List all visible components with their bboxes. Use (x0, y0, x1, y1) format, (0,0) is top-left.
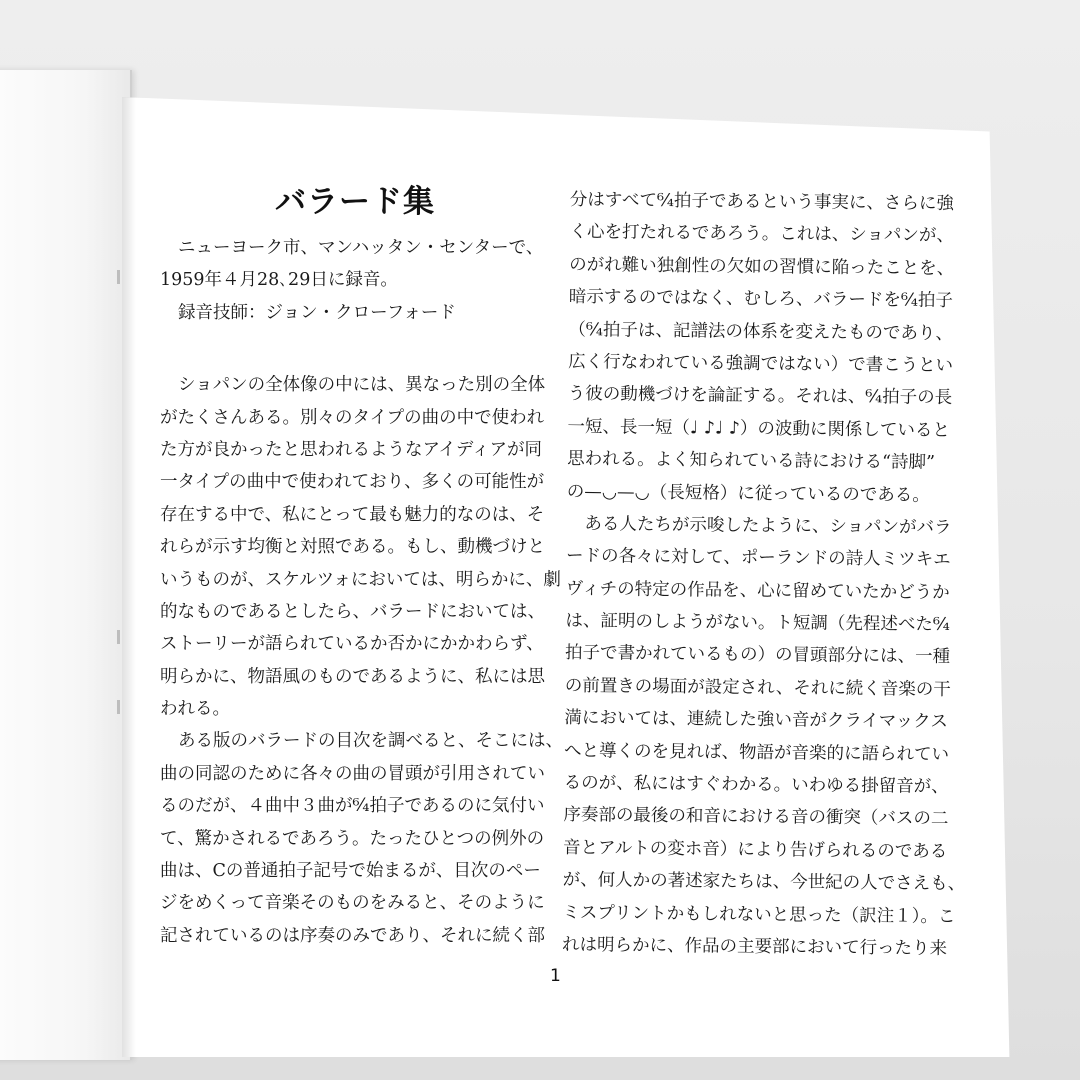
text-line: へと導くのを見れば、物語が音楽的に語られてい (563, 740, 950, 765)
recording-date-line: 1959年４月28､29日に録音。 (160, 270, 398, 291)
text-line: は、証明のしようがない。ト短調（先程述べた⁶⁄₄ (565, 611, 950, 636)
facing-page-edge (0, 70, 132, 1060)
text-line: 曲の同認のために各々の曲の冒頭が引用されてい (160, 763, 545, 784)
recording-engineer-line: 録音技師：ジョン・クローフォード (178, 302, 456, 323)
text-line: ミスプリントかもしれないと思った（訳注１）。こ (562, 902, 956, 927)
text-line: ードの各々に対して、ポーランドの詩人ミツキエ (565, 546, 951, 571)
text-line: るのだが、４曲中３曲が⁶⁄₄拍子であるのに気付い (160, 796, 545, 817)
text-line: 曲は、Cの普通拍子記号で始まるが、目次のペー (160, 861, 541, 882)
text-line: ある版のバラードの目次を調べると、そこには、 (178, 731, 563, 752)
page-edge-mark (117, 630, 120, 644)
text-line: われる。 (160, 699, 230, 720)
text-line: のがれ難い独創性の欠如の習慣に陥ったことを、 (569, 254, 955, 279)
text-line: 満においては、連続した強い音がクライマックス (564, 708, 949, 733)
text-line: く心を打たれるであろう。これは、ショパンが、 (569, 222, 955, 247)
text-line: う彼の動機づけを論証する。それは、⁶⁄₄拍子の長 (567, 384, 953, 409)
text-line: るのが、私にはすぐわかる。いわゆる掛留音が、 (563, 772, 949, 798)
text-line: ショパンの全体像の中には、異なった別の全体 (178, 375, 546, 396)
text-line: ヴィチの特定の作品を、心に留めていたかどうか (565, 578, 950, 603)
text-line: 的なものであるとしたら、バラードにおいては、 (160, 601, 545, 622)
text-line: ジをめくって音楽そのものをみると、そのように (160, 893, 545, 914)
text-line: 一タイプの曲中で使われており、多くの可能性が (160, 472, 545, 493)
text-line: 音とアルトの変ホ音）により告げられるのである (562, 837, 948, 862)
paragraph-gap (160, 329, 545, 369)
text-line: 思われる。よく知られている詩における“詩脚” (567, 449, 936, 473)
text-line: れは明らかに、作品の主要部において行ったり来 (561, 934, 948, 959)
text-line: れらが示す均衡と対照である。もし、動機づけと (160, 537, 545, 558)
text-line: 明らかに、物語風のものであるように、私には思 (160, 666, 545, 687)
text-line: 存在する中で、私にとって最も魅力的なのは、そ (160, 504, 545, 525)
text-line: た方が良かったと思われるようなアイディアが同 (160, 439, 543, 460)
text-column-right (562, 184, 970, 966)
text-line: の前置きの場面が設定され、それに続く音楽の干 (564, 675, 951, 700)
text-line: 一短、長一短（♩ ♪♩ ♪）の波動に関係していると (567, 416, 951, 441)
text-line: 暗示するのではなく、むしろ、バラードを⁶⁄₄拍子 (568, 287, 954, 312)
text-line: 序奏部の最後の和音における音の衝突（バスの二 (563, 805, 949, 830)
page-edge-mark (117, 270, 120, 284)
text-line: 分はすべて⁶⁄₄拍子であるという事実に、さらに強 (569, 189, 955, 215)
text-line: 拍子で書かれているもの）の冒頭部分には、一種 (564, 643, 951, 668)
text-line: ある人たちが示唆したように、ショパンがバラ (584, 514, 952, 538)
text-line: いうものが、スケルツォにおいては、明らかに、劇 (160, 569, 561, 590)
booklet-fold-shadow (122, 97, 136, 1057)
text-line: の—◡—◡（長短格）に従っているのである。 (566, 481, 930, 506)
page-title: バラード集 (275, 184, 435, 220)
text-line: が、何人かの著述家たちは、今世紀の人でさえも、 (562, 870, 966, 895)
text-line: （⁶⁄₄拍子は、記譜法の体系を変えたものであり、 (568, 319, 954, 344)
text-line: 記されているのは序奏のみであり、それに続く部 (160, 925, 545, 946)
text-line: がたくさんある。別々のタイプの曲の中で使われ (160, 407, 545, 428)
recording-location-line: ニューヨーク市、マンハッタン・センターで、 (178, 238, 544, 258)
text-line: て、驚かされるであろう。たったひとつの例外の (160, 828, 545, 849)
text-line: ストーリーが語られているか否かにかかわらず、 (160, 634, 544, 655)
text-line: 広く行なわれている強調ではない）で書こうとい (568, 351, 954, 376)
page-number: 1 (550, 966, 561, 986)
page-edge-mark (117, 700, 120, 714)
text-column-left (160, 232, 563, 952)
